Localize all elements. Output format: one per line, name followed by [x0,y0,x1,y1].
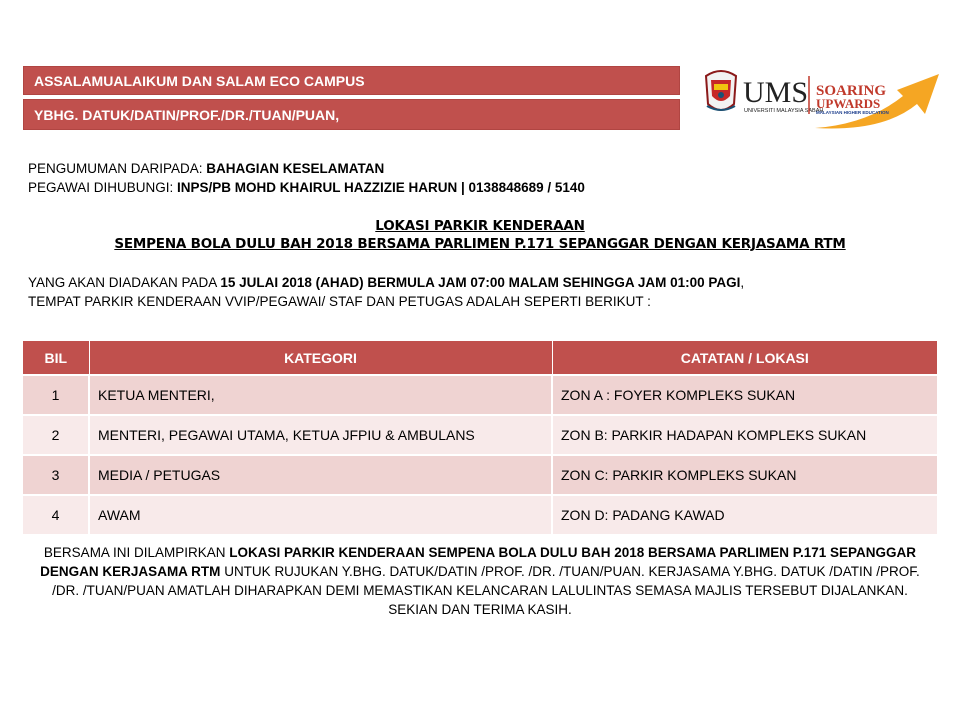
table-row [23,455,937,495]
closing-suffix: UNTUK RUJUKAN Y.BHG. DATUK/DATIN /PROF. /DR. /TUAN/PUAN. KERJASAMA Y.BHG. DATUK /DATIN /PROF. /DR. /TUAN/PUAN AMATLAH DIHARAPKAN DEMI MEMASTIKAN KELANCARAN LALULINTAS SEMASA MAJLIS TERSEBUT DIJALANKAN. [52,564,920,598]
document-subtitle: SEMPENA BOLA DULU BAH 2018 BERSAMA PARLIMEN P.171 SEPANGGAR DENGAN KERJASAMA RTM [114,236,846,252]
row-kategori: AWAM [89,495,552,534]
ums-logo [703,62,943,132]
from-label: PENGUMUMAN DARIPADA: [28,161,207,176]
header-kategori: KATEGORI [89,341,552,375]
row-bil: 4 [23,495,89,534]
closing-bold: LOKASI PARKIR KENDERAAN SEMPENA BOLA DULU BAH 2018 BERSAMA PARLIMEN P.171 SEPANGGAR DENGAN KERJASAMA RTM [40,545,917,579]
row-kategori: MEDIA / PETUGAS [89,455,552,495]
closing-thanks: SEKIAN DAN TERIMA KASIH. [388,602,572,617]
contact-label: PEGAWAI DIHUBUNGI: [28,180,178,195]
document-title: LOKASI PARKIR KENDERAAN [375,218,585,234]
intro-paragraph [28,273,744,311]
table-row [23,415,937,455]
row-lokasi: ZON D: PADANG KAWAD [552,495,937,534]
ums-text: UMS [743,76,809,109]
parking-table [23,341,937,534]
row-lokasi: ZON C: PARKIR KOMPLEKS SUKAN [552,455,937,495]
announcement-from [28,159,585,178]
row-bil: 1 [23,375,89,415]
row-kategori: KETUA MENTERI, [89,375,552,415]
university-text: UNIVERSITI MALAYSIA SABAH [744,108,824,114]
row-lokasi: ZON A : FOYER KOMPLEKS SUKAN [552,375,937,415]
closing-prefix: BERSAMA INI DILAMPIRKAN [43,545,230,560]
contact-value: INPS/PB MOHD KHAIRUL HAZZIZIE HARUN | 0138848689 / 5140 [177,180,585,195]
intro-prefix: YANG AKAN DIADAKAN PADA [28,275,221,290]
intro-suffix: , [740,275,745,290]
tagline-text: MALAYSIAN HIGHER EDUCATION [816,110,889,115]
row-bil: 2 [23,415,89,455]
announcement-block [28,159,585,197]
closing-paragraph [30,543,930,619]
row-lokasi: ZON B: PARKIR HADAPAN KOMPLEKS SUKAN [552,415,937,455]
ums-logo-graphic [703,62,943,132]
row-bil: 3 [23,455,89,495]
from-value: BAHAGIAN KESELAMATAN [206,161,385,176]
row-kategori: MENTERI, PEGAWAI UTAMA, KETUA JFPIU & AMBULANS [89,415,552,455]
announcement-contact [28,178,585,197]
event-datetime: 15 JULAI 2018 (AHAD) BERMULA JAM 07:00 MALAM SEHINGGA JAM 01:00 PAGI [220,275,741,290]
salutation-banner: YBHG. DATUK/DATIN/PROF./DR./TUAN/PUAN, [23,99,680,130]
table-header-row [23,341,937,375]
table-row [23,495,937,534]
soaring-text: SOARING [816,83,887,99]
header-lokasi: CATATAN / LOKASI [552,341,937,375]
greeting-banner: ASSALAMUALAIKUM DAN SALAM ECO CAMPUS [23,66,680,95]
ums-crest-icon [706,71,736,110]
intro-line2: TEMPAT PARKIR KENDERAAN VVIP/PEGAWAI/ STAF DAN PETUGAS ADALAH SEPERTI BERIKUT : [28,294,651,309]
header-bil: BIL [23,341,89,375]
table-row [23,375,937,415]
upwards-text: UPWARDS [816,96,881,111]
